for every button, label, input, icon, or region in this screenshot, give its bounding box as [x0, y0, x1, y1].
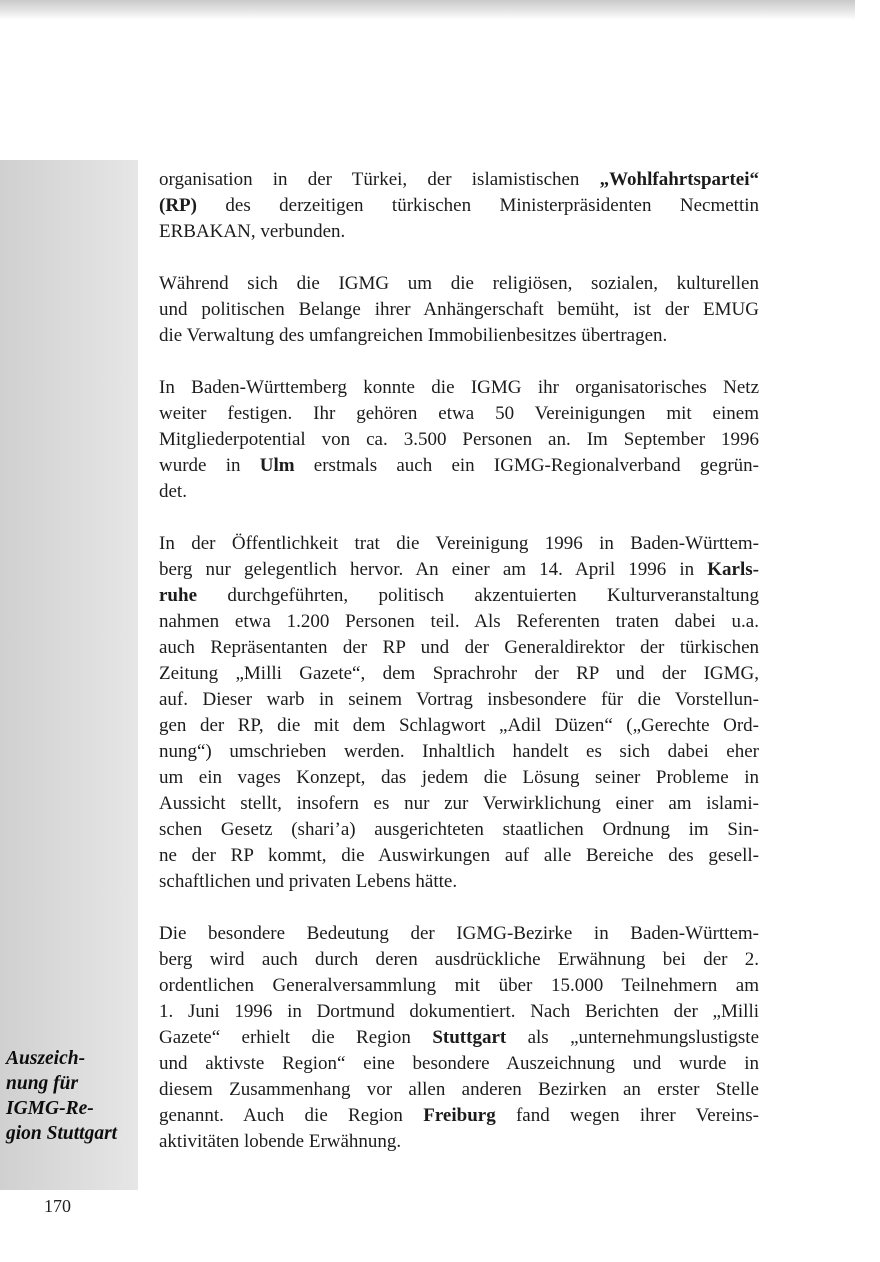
- text-run: schaftlichen und privaten Lebens hätte.: [159, 871, 458, 892]
- text-line: [159, 843, 759, 869]
- text-line: [159, 219, 759, 245]
- text-run: aktivitäten lobende Erwähnung.: [159, 1131, 402, 1152]
- text-line: [159, 869, 759, 895]
- text-line: [159, 791, 759, 817]
- text-line: [159, 609, 759, 635]
- text-line: [159, 583, 759, 609]
- text-run: Während sich die IGMG um die religiösen, sozialen, kulturellen: [159, 273, 759, 294]
- text-line: [159, 323, 759, 349]
- margin-note-line: nung für: [6, 1073, 79, 1094]
- text-run: In Baden-Württemberg konnte die IGMG ihr organisatorisches Netz: [159, 377, 759, 398]
- text-run: fand wegen ihrer Vereins-: [495, 1105, 759, 1126]
- bold-term: Ulm: [259, 455, 295, 476]
- paragraph: [159, 271, 759, 349]
- paragraph: [159, 375, 759, 505]
- paragraph: [159, 921, 759, 1155]
- text-line: [159, 739, 759, 765]
- text-line: [159, 531, 759, 557]
- text-run: ERBAKAN, verbunden.: [159, 221, 346, 242]
- text-run: Mitgliederpotential von ca. 3.500 Personen an. Im September 1996: [159, 429, 759, 450]
- text-line: [159, 167, 759, 193]
- text-line: [159, 687, 759, 713]
- text-run: berg nur gelegentlich hervor. An einer am 14. April 1996 in: [159, 559, 708, 580]
- text-line: [159, 427, 759, 453]
- text-run: berg wird auch durch deren ausdrückliche Erwähnung bei der 2.: [159, 949, 759, 970]
- text-run: schen Gesetz (shari’a) ausgerichteten staatlichen Ordnung im Sin-: [159, 819, 759, 840]
- text-run: als „unternehmungslustigste: [506, 1027, 759, 1048]
- text-run: und politischen Belange ihrer Anhängerschaft bemüht, ist der EMUG: [159, 299, 759, 320]
- text-run: ne der RP kommt, die Auswirkungen auf alle Bereiche des gesell-: [159, 845, 759, 866]
- text-line: [159, 557, 759, 583]
- text-run: 1. Juni 1996 in Dortmund dokumentiert. Nach Berichten der „Milli: [159, 1001, 759, 1022]
- text-run: die Verwaltung des umfangreichen Immobilienbesitzes übertragen.: [159, 325, 668, 346]
- text-run: nung“) umschrieben werden. Inhaltlich handelt es sich dabei eher: [159, 741, 759, 762]
- text-line: [159, 1129, 759, 1155]
- text-line: [159, 765, 759, 791]
- body-text: [159, 167, 759, 1155]
- text-run: erstmals auch ein IGMG-Regionalverband gegrün-: [294, 455, 759, 476]
- text-run: det.: [159, 481, 187, 502]
- text-run: weiter festigen. Ihr gehören etwa 50 Vereinigungen mit einem: [159, 403, 759, 424]
- text-run: um ein vages Konzept, das jedem die Lösung seiner Probleme in: [159, 767, 759, 788]
- text-run: Zeitung „Milli Gazete“, dem Sprachrohr der RP und der IGMG,: [159, 663, 759, 684]
- text-line: [159, 297, 759, 323]
- text-line: [159, 1025, 759, 1051]
- text-run: gen der RP, die mit dem Schlagwort „Adil Düzen“ („Gerechte Ord-: [159, 715, 759, 736]
- text-line: [159, 921, 759, 947]
- text-run: genannt. Auch die Region: [159, 1105, 424, 1126]
- text-run: ordentlichen Generalversammlung mit über 15.000 Teilnehmern am: [159, 975, 759, 996]
- text-run: Gazete“ erhielt die Region: [159, 1027, 433, 1048]
- text-run: des derzeitigen türkischen Ministerpräsidenten Necmettin: [196, 195, 759, 216]
- text-line: [159, 479, 759, 505]
- text-run: auch Repräsentanten der RP und der Generaldirektor der türkischen: [159, 637, 759, 658]
- bold-term: Freiburg: [423, 1105, 496, 1126]
- bold-term: Karls-: [707, 559, 759, 580]
- page-number: 170: [44, 1196, 71, 1216]
- bold-term: ruhe: [159, 585, 197, 606]
- margin-strip: [0, 160, 138, 1190]
- text-run: und aktivste Region“ eine besondere Auszeichnung und wurde in: [159, 1053, 759, 1074]
- text-line: [159, 1051, 759, 1077]
- text-line: [159, 375, 759, 401]
- bold-term: (RP): [159, 195, 197, 216]
- text-run: organisation in der Türkei, der islamistischen: [159, 169, 600, 190]
- text-run: nahmen etwa 1.200 Personen teil. Als Referenten traten dabei u.a.: [159, 611, 759, 632]
- text-line: [159, 817, 759, 843]
- text-line: [159, 1103, 759, 1129]
- text-line: [159, 999, 759, 1025]
- text-run: Die besondere Bedeutung der IGMG-Bezirke in Baden-Württem-: [159, 923, 759, 944]
- text-line: [159, 713, 759, 739]
- text-line: [159, 271, 759, 297]
- text-run: wurde in: [159, 455, 260, 476]
- text-run: durchgeführten, politisch akzentuierten Kulturveranstaltung: [197, 585, 759, 606]
- text-line: [159, 947, 759, 973]
- text-line: [159, 453, 759, 479]
- text-line: [159, 1077, 759, 1103]
- text-run: Aussicht stellt, insofern es nur zur Verwirklichung einer am islami-: [159, 793, 759, 814]
- text-run: In der Öffentlichkeit trat die Vereinigung 1996 in Baden-Württem-: [159, 533, 759, 554]
- scan-top-band: [0, 0, 855, 20]
- bold-term: „Wohlfahrtspartei“: [599, 169, 759, 190]
- text-line: [159, 635, 759, 661]
- margin-note: [6, 1046, 138, 1146]
- margin-note-line: Auszeich-: [6, 1048, 86, 1069]
- margin-note-line: gion Stuttgart: [6, 1123, 118, 1144]
- text-run: diesem Zusammenhang vor allen anderen Bezirken an erster Stelle: [159, 1079, 759, 1100]
- text-line: [159, 973, 759, 999]
- bold-term: Stuttgart: [432, 1027, 507, 1048]
- text-line: [159, 401, 759, 427]
- paragraph: [159, 531, 759, 895]
- margin-note-line: IGMG-Re-: [6, 1098, 94, 1119]
- text-run: auf. Dieser warb in seinem Vortrag insbesondere für die Vorstellun-: [159, 689, 759, 710]
- paragraph: [159, 167, 759, 245]
- text-line: [159, 193, 759, 219]
- text-line: [159, 661, 759, 687]
